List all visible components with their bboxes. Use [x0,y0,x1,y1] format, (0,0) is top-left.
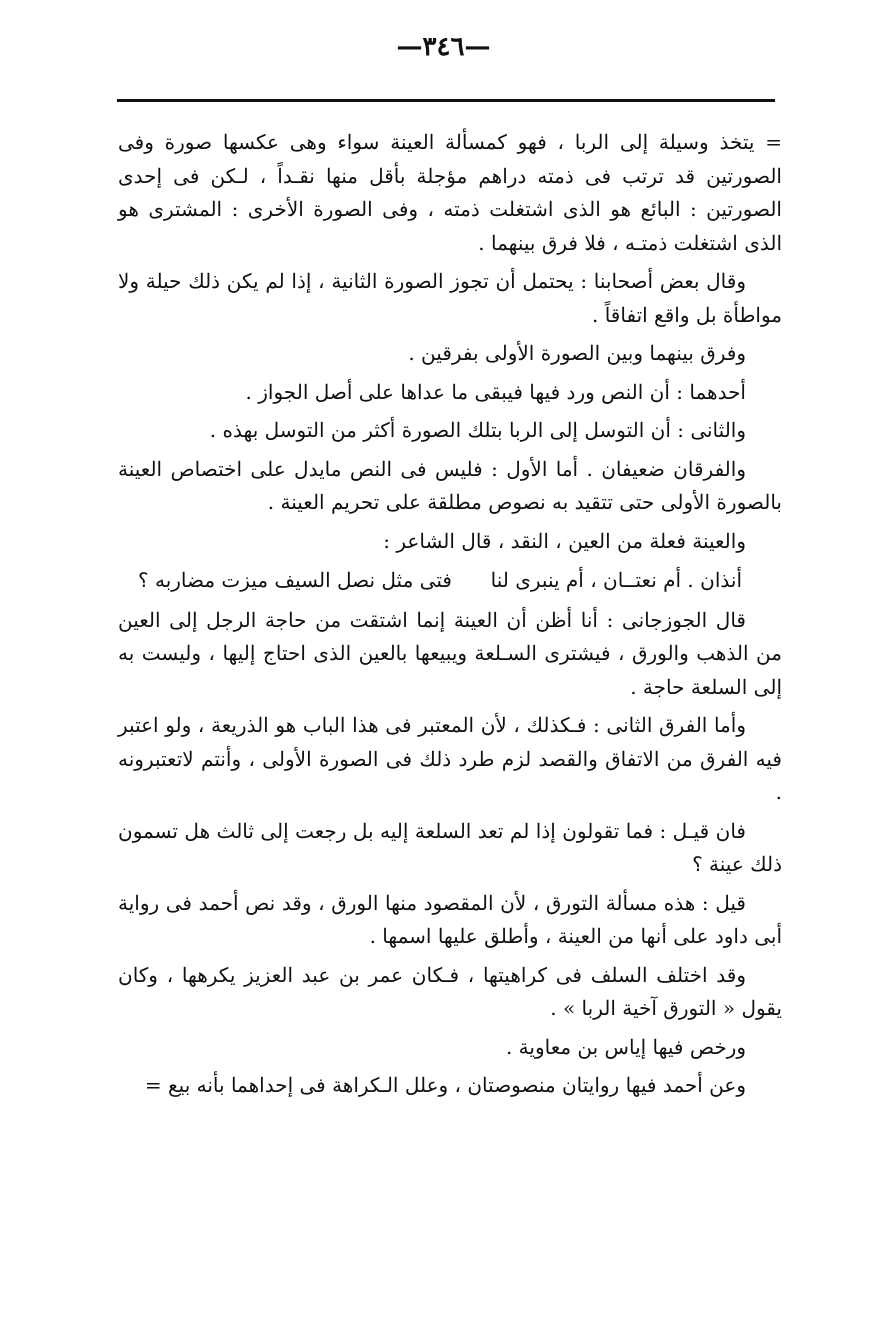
paragraph: والثانى : أن التوسل إلى الربا بتلك الصورة أكثر من التوسل بهذه . [209,418,746,442]
paragraph: وفرق بينهما وبين الصورة الأولى بفرقين . [408,341,746,365]
paragraph: وقد اختلف السلف فى كراهيتها ، فـكان عمر بن عبد العزيز يكرهها ، وكان يقول « التورق آخية الربا » . [118,962,782,1020]
paragraph: = يتخذ وسيلة إلى الربا ، فهو كمسألة العينة سواء وهى عكسها صورة وفى الصورتين قد ترتب فى ذمته دراهم مؤجلة بأقل منها نقـداً ، لـكن فى إحدى الصورتين : البائع هو الذى اشتغلت ذمته ، وفى الصورة الأخرى : المشترى هو الذى اشتغلت ذمتـه ، فلا فرق بينهما . [118,130,782,255]
paragraph: قال الجوزجانى : أنا أظن أن العينة إنما اشتقت من حاجة الرجل إلى العين من الذهب والورق ، فيشترى السـلعة ويبيعها بالعين الذى احتاج إليها ، وليست به إلى السلعة حاجة . [118,607,782,699]
header-rule [117,99,775,102]
paragraph: وأما الفرق الثانى : فـكذلك ، لأن المعتبر فى هذا الباب هو الذريعة ، ولو اعتبر فيه الفرق من الاتفاق والقصد لزم طرد ذلك فى الصورة الأولى ، وأنتم لاتعتبرونه . [118,713,782,804]
paragraph: قيل : هذه مسألة التورق ، لأن المقصود منها الورق ، وقد نص أحمد فى رواية أبى داود على أنها من العينة ، وأطلق عليها اسمها . [118,890,782,948]
paragraph: والعينة فعلة من العين ، النقد ، قال الشاعر : [383,528,746,553]
paragraph: ورخص فيها إياس بن معاوية . [505,1034,746,1059]
page-number: —٣٤٦— [396,32,491,62]
poem-second-hemistich: فتى مثل نصل السيف ميزت مضاربه ؟ [138,568,452,592]
paragraph: وقال بعض أصحابنا : يحتمل أن تجوز الصورة الثانية ، إذا لم يكن ذلك حيلة ولا مواطأة بل واقع اتفاقاً . [118,269,782,327]
poem-verse [118,564,782,598]
paragraph: وعن أحمد فيها روايتان منصوصتان ، وعلل الـكراهة فى إحداهما بأنه بيع = [144,1073,746,1097]
paragraph: فان قيـل : فما تقولون إذا لم تعد السلعة إليه بل رجعت إلى ثالث هل تسمون ذلك عينة ؟ [118,818,782,876]
poem-first-hemistich: أنذان . أم نعتــان ، أم ينبرى لنا [490,568,742,592]
paragraph: أحدهما : أن النص ورد فيها فيبقى ما عداها على أصل الجواز . [245,379,746,404]
paragraph: والفرقان ضعيفان . أما الأول : فليس فى النص مايدل على اختصاص العينة بالصورة الأولى حتى تتقيد به نصوص مطلقة على تحريم العينة . [118,456,782,514]
body-text [118,126,782,1108]
